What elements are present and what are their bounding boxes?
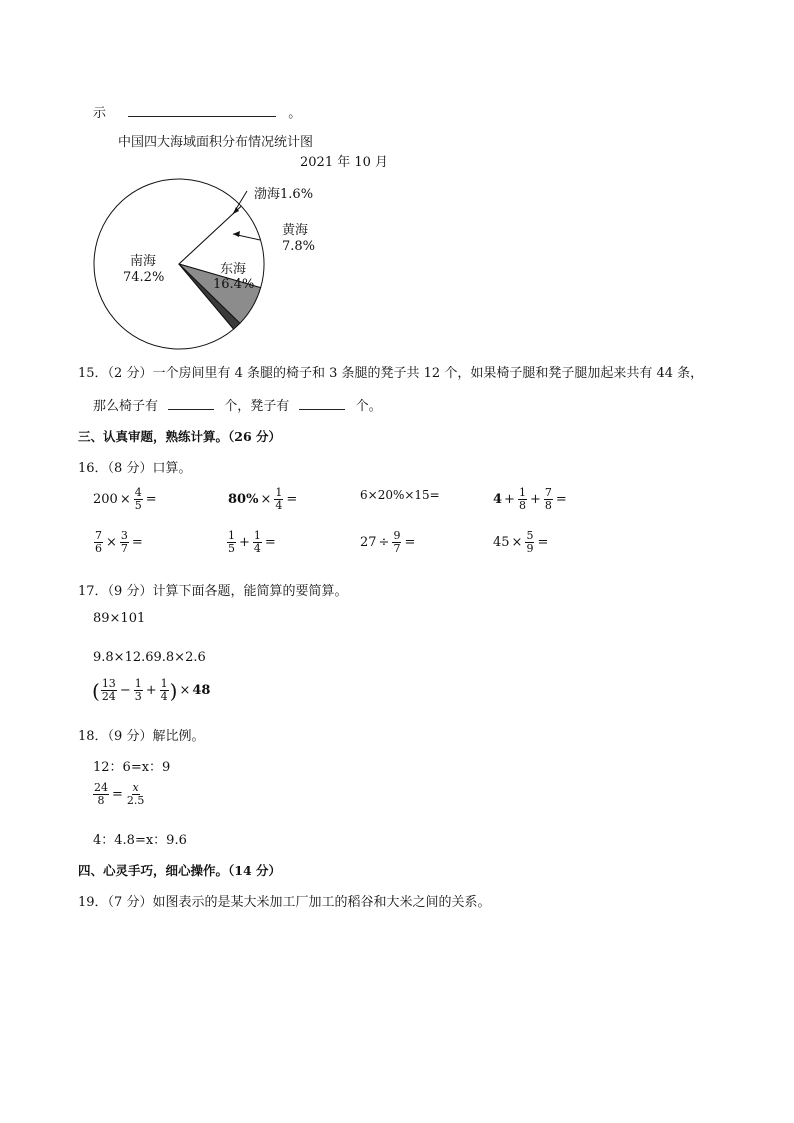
q16-title: 16．（8 分）口算。: [78, 461, 192, 476]
nanhai-name: 南海: [130, 254, 157, 269]
nanhai-pct: 74.2%: [123, 270, 165, 285]
q16-expr-2: 80% × $\frac{1}{4}$ =: [228, 486, 298, 512]
q18-title: 18．（9 分）解比例。: [78, 729, 205, 744]
section-4-title: 四、心灵手巧，细心操作。（14 分）: [78, 863, 281, 878]
q18-expr-2: $\frac{24}{8}$ = $\frac{x}{2.5}$: [94, 781, 145, 807]
q17-expr-1: 89×101: [93, 611, 146, 626]
q16-expr-5: $\frac{7}{6}$ × $\frac{3}{7}$ =: [95, 529, 143, 555]
donghai-pct: 16.4%: [213, 277, 255, 292]
question-fragment: 示 。: [93, 106, 302, 121]
q16-expr-1: 200 × $\frac{4}{5}$ =: [93, 486, 157, 512]
chart-date: 2021 年 10 月: [300, 155, 389, 170]
section-3-title: 三、认真审题，熟练计算。（26 分）: [78, 429, 281, 444]
chart-title: 中国四大海域面积分布情况统计图: [118, 135, 314, 150]
q18-expr-1: 12：6=x：9: [93, 760, 171, 775]
q16-expr-8: 45 × $\frac{5}{9}$ =: [493, 529, 549, 555]
q18-expr-3: 4：4.8=x：9.6: [93, 833, 187, 848]
q16-expr-7: 27 ÷ $\frac{9}{7}$ =: [360, 529, 416, 555]
q17-expr-3: ( $\frac{13}{24}$ − $\frac{1}{3}$ + $\frac{1}{4}$ ) × 48: [92, 677, 211, 703]
donghai-name: 东海: [220, 262, 247, 277]
bohai-label: 渤海1.6%: [254, 187, 314, 202]
q15-line1: 15．（2 分）一个房间里有 4 条腿的椅子和 3 条腿的凳子共 12 个，如果椅子腿和凳子腿加起来共有 44 条，: [78, 366, 704, 381]
answer-blank[interactable]: [128, 116, 276, 117]
q16-expr-4: 4 + $\frac{1}{8}$ + $\frac{7}{8}$ =: [493, 486, 567, 512]
q16-expr-3: 6×20%×15=: [360, 488, 440, 502]
q15-line2: 那么椅子有 个，凳子有 个。: [93, 399, 382, 414]
huanghai-pct: 7.8%: [282, 239, 316, 254]
huanghai-name: 黄海: [282, 223, 309, 238]
q17-title: 17．（9 分）计算下面各题，能简算的要简算。: [78, 584, 348, 599]
chairs-blank[interactable]: [168, 409, 214, 410]
stools-blank[interactable]: [299, 409, 345, 410]
q16-expr-6: $\frac{1}{5}$ + $\frac{1}{4}$ =: [228, 529, 276, 555]
q19-text: 19．（7 分）如图表示的是某大米加工厂加工的稻谷和大米之间的关系。: [78, 895, 491, 910]
q17-expr-2: 9.8×12.69.8×2.6: [93, 650, 206, 665]
